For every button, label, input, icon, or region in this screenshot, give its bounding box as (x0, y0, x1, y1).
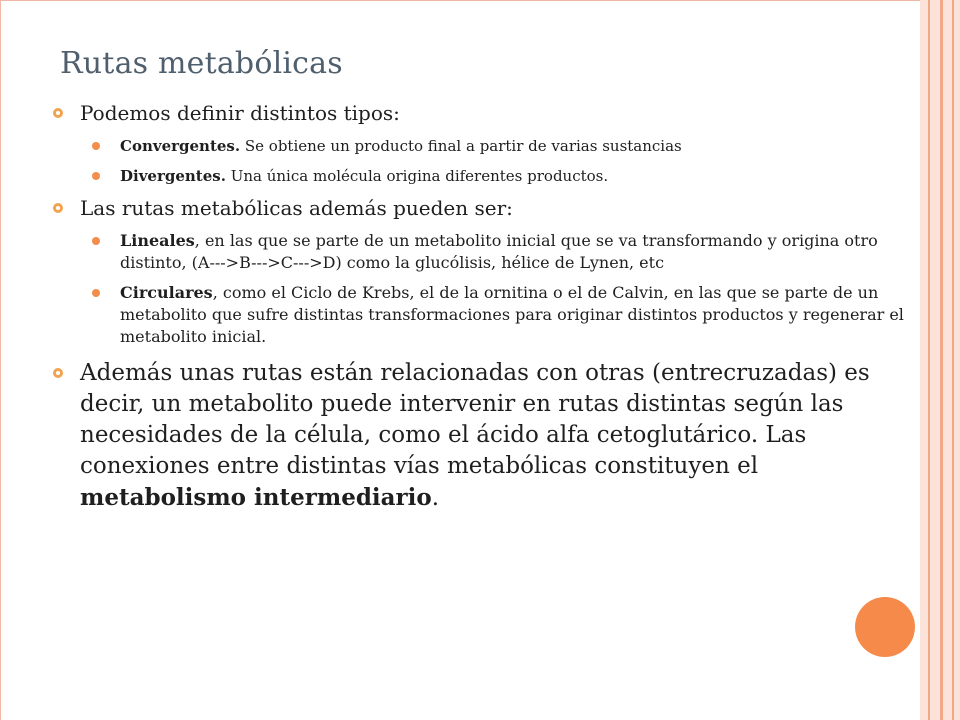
sub-bullet-text: , como el Ciclo de Krebs, el de la ornitina o el de Calvin, en las que se parte de un metabolito que sufre distintas transformaciones para originar distintos productos y regenerar el metabolito inicial. (120, 283, 904, 346)
sub-bullet-term: Convergentes. (120, 137, 241, 155)
bullet-item (50, 195, 910, 222)
ring-bullet-icon (53, 203, 63, 213)
sub-bullet-text: , en las que se parte de un metabolito inicial que se va transformando y origina otro distinto, (A--->B--->C--->D) como la glucólisis, hélice de Lynen, etc (120, 231, 878, 272)
dot-bullet-icon (92, 172, 100, 180)
bullet-text-end: . (431, 485, 440, 511)
dot-bullet-icon (92, 289, 100, 297)
decorative-side-stripes (920, 0, 960, 720)
ring-bullet-icon (53, 108, 63, 118)
dot-bullet-icon (92, 237, 100, 245)
bullet-text: Podemos definir distintos tipos: (80, 101, 400, 125)
stripe (943, 0, 952, 720)
sub-bullet-term: Lineales (120, 231, 195, 250)
sub-bullet-term: Divergentes. (120, 167, 226, 185)
sub-bullet-item (50, 282, 910, 348)
ring-bullet-icon (53, 368, 63, 378)
bullet-text: Las rutas metabólicas además pueden ser: (80, 196, 513, 220)
bullet-bold-term: metabolismo intermediario (80, 484, 432, 511)
bullet-item (50, 100, 910, 127)
sub-bullet-item (50, 230, 910, 274)
dot-bullet-icon (92, 142, 100, 150)
bullet-text: Además unas rutas están relacionadas con otras (entrecruzadas) es decir, un metabolito puede intervenir en rutas distintas según las necesidades de la célula, como el ácido alfa cetoglutárico. Las conexiones entre distintas vías metabólicas constituyen el (80, 360, 870, 479)
decorative-orange-circle (855, 597, 915, 657)
slide-title: Rutas metabólicas (60, 46, 343, 81)
slide-content (50, 100, 910, 522)
stripe (920, 0, 928, 720)
stripe (930, 0, 940, 720)
sub-bullet-text: Una única molécula origina diferentes productos. (225, 167, 609, 185)
stripe (954, 0, 960, 720)
bullet-item (50, 358, 910, 514)
sub-bullet-text: Se obtiene un producto final a partir de varias sustancias (240, 137, 682, 155)
sub-bullet-term: Circulares (120, 283, 213, 302)
sub-bullet-item (50, 135, 910, 157)
sub-bullet-item (50, 165, 910, 187)
